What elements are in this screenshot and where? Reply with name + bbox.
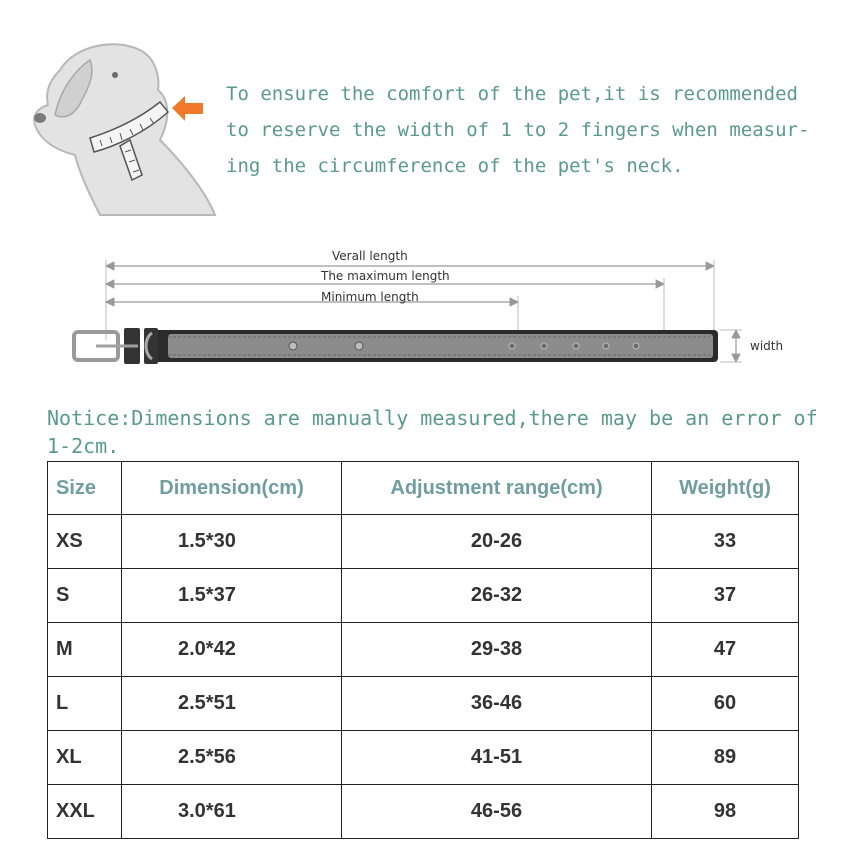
cell-size: XXL xyxy=(48,785,122,839)
table-row xyxy=(48,731,799,785)
cell-dimension: 2.0*42 xyxy=(122,623,342,677)
cell-size: XS xyxy=(48,515,122,569)
table-row xyxy=(48,623,799,677)
table-row xyxy=(48,785,799,839)
cell-range: 29-38 xyxy=(342,623,652,677)
intro-line: ing the circumference of the pet's neck. xyxy=(226,155,684,177)
collar-dimension-diagram xyxy=(60,240,800,380)
table-row xyxy=(48,515,799,569)
orange-arrow-icon xyxy=(172,96,203,121)
table-row xyxy=(48,569,799,623)
min-length-label: Minimum length xyxy=(321,290,419,304)
size-chart-table xyxy=(47,461,799,839)
table-header-row xyxy=(48,462,799,515)
overall-length-label: Verall length xyxy=(332,249,408,263)
intro-line: To ensure the comfort of the pet,it is recommended xyxy=(226,83,798,105)
cell-weight: 37 xyxy=(652,569,799,623)
cell-range: 26-32 xyxy=(342,569,652,623)
cell-range: 41-51 xyxy=(342,731,652,785)
cell-range: 46-56 xyxy=(342,785,652,839)
dog-measuring-illustration xyxy=(20,30,220,220)
table-row xyxy=(48,677,799,731)
header-size: Size xyxy=(48,462,122,515)
cell-size: S xyxy=(48,569,122,623)
cell-weight: 98 xyxy=(652,785,799,839)
header-dimension: Dimension(cm) xyxy=(122,462,342,515)
header-weight: Weight(g) xyxy=(652,462,799,515)
cell-dimension: 3.0*61 xyxy=(122,785,342,839)
cell-dimension: 1.5*37 xyxy=(122,569,342,623)
cell-size: XL xyxy=(48,731,122,785)
notice-text xyxy=(47,404,827,460)
intro-line: to reserve the width of 1 to 2 fingers when measur- xyxy=(226,119,810,141)
notice-line: Notice:Dimensions are manually measured,there may be an error of xyxy=(47,406,818,430)
cell-dimension: 2.5*51 xyxy=(122,677,342,731)
cell-weight: 89 xyxy=(652,731,799,785)
width-label: width xyxy=(750,339,784,353)
measuring-instructions xyxy=(226,76,836,184)
cell-dimension: 1.5*30 xyxy=(122,515,342,569)
cell-weight: 33 xyxy=(652,515,799,569)
notice-line: 1-2cm. xyxy=(47,434,120,458)
header-adjustment-range: Adjustment range(cm) xyxy=(342,462,652,515)
cell-weight: 47 xyxy=(652,623,799,677)
collar-strap xyxy=(74,328,718,364)
max-length-label: The maximum length xyxy=(321,269,450,283)
cell-dimension: 2.5*56 xyxy=(122,731,342,785)
cell-size: M xyxy=(48,623,122,677)
cell-weight: 60 xyxy=(652,677,799,731)
cell-range: 20-26 xyxy=(342,515,652,569)
cell-range: 36-46 xyxy=(342,677,652,731)
cell-size: L xyxy=(48,677,122,731)
